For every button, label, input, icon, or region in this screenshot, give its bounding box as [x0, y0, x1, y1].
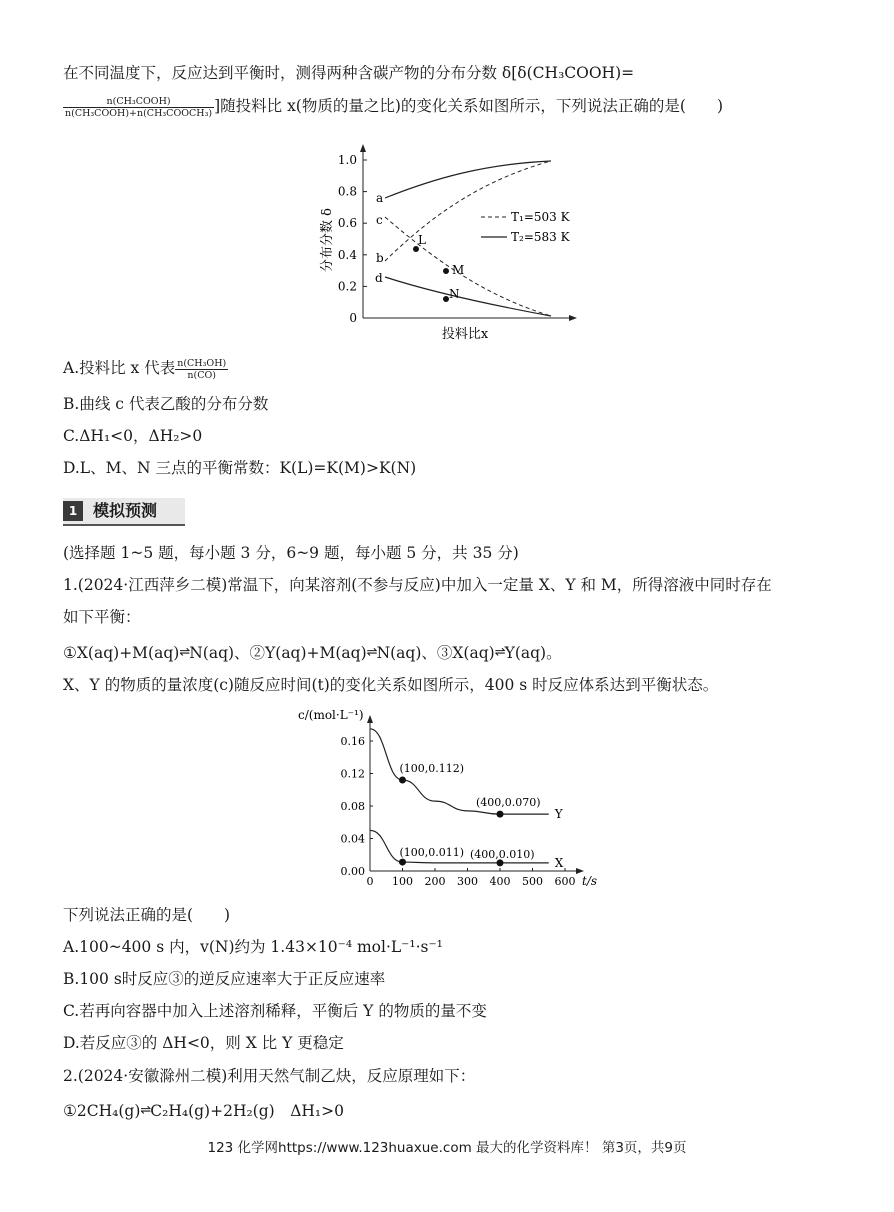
- curve-label-c: c: [376, 213, 383, 227]
- chart2-xtick-label: 0: [366, 875, 374, 888]
- chart1-ylabel: 分布分数 δ: [320, 208, 335, 272]
- equilibrium-arrow-icon: ⇌: [366, 645, 377, 660]
- chart1-ytick-label: 0.2: [337, 279, 357, 294]
- option-a-fraction: [175, 358, 228, 381]
- point-annotation: (400,0.010): [470, 847, 535, 861]
- chart1-ytick-label: 0.8: [337, 184, 357, 199]
- chart2-ytick-label: 0.00: [340, 865, 365, 878]
- q3-line1: 2.(2024·安徽滁州二模)利用天然气制乙炔，反应原理如下：: [63, 1067, 476, 1085]
- q2-option-d: D.若反应③的 ΔH<0，则 X 比 Y 更稳定: [63, 1034, 344, 1052]
- q1-option-b: B.曲线 c 代表乙酸的分布分数: [63, 395, 269, 413]
- legend-t1: T₁=503 K: [511, 210, 570, 224]
- marked-point: [497, 811, 504, 818]
- chart1-ytick-label: 0.6: [337, 216, 357, 231]
- q2-option-c: C.若再向容器中加入上述溶剂稀释，平衡后 Y 的物质的量不变: [63, 1002, 487, 1020]
- eq-1-left: ①X(aq)+M(aq): [63, 644, 180, 662]
- distribution-chart: [315, 140, 585, 345]
- curve-d: [385, 277, 551, 316]
- eq-2-left: N(aq)、②Y(aq)+M(aq): [189, 644, 367, 662]
- point-label-M: M: [452, 263, 465, 277]
- option-a-denominator: n(CO): [187, 369, 216, 381]
- chart2-ylabel: c/(mol·L⁻¹): [298, 708, 364, 722]
- q2-line1: 1.(2024·江西萍乡二模)常温下，向某溶剂(不参与反应)中加入一定量 X、Y 和 M，所得溶液中同时存在: [63, 576, 772, 594]
- option-a-numerator: n(CH₃OH): [177, 357, 227, 369]
- point-M: [443, 268, 449, 274]
- fraction: [63, 96, 214, 119]
- curve-a: [385, 161, 551, 198]
- legend-t2: T₂=583 K: [511, 230, 570, 244]
- curve-label-b: b: [376, 251, 384, 265]
- eq-3-left: N(aq)、③X(aq): [376, 644, 495, 662]
- chart2-xtick-label: 600: [554, 875, 576, 888]
- chart1-ytick-label: 0.4: [337, 247, 357, 262]
- chart1-ytick-label: 0: [349, 311, 357, 325]
- q1-option-c: C.ΔH₁<0，ΔH₂>0: [63, 427, 203, 445]
- chart2-xlabel: t/s: [582, 874, 598, 888]
- chart2-xtick-label: 500: [522, 875, 543, 888]
- question-intro-rest: ]随投料比 x(物质的量之比)的变化关系如图所示，下列说法正确的是( ): [214, 97, 724, 115]
- question-intro-line2: [63, 95, 723, 119]
- series-label-y: Y: [554, 807, 563, 822]
- chart2-xtick-label: 200: [424, 875, 446, 888]
- chart2-xtick-label: 100: [392, 875, 413, 888]
- curve-label-a: a: [376, 191, 384, 205]
- equilibrium-arrow-icon: ⇌: [494, 645, 505, 660]
- eq-3-right: Y(aq)。: [504, 644, 562, 662]
- chart2-ytick-label: 0.04: [340, 832, 365, 846]
- fraction-numerator: n(CH₃COOH): [63, 96, 214, 108]
- point-annotation: (400,0.070): [476, 796, 541, 810]
- q1-option-a: [63, 357, 228, 381]
- q3-eq-left: ①2CH₄(g): [63, 1102, 141, 1120]
- q2-equilibria: [63, 642, 562, 664]
- fraction-denominator: n(CH₃COOH)+n(CH₃COOCH₃): [65, 107, 213, 119]
- marked-point: [399, 859, 406, 866]
- chart2-ytick-label: 0.16: [340, 735, 365, 748]
- q2-line4: X、Y 的物质的量浓度(c)随反应时间(t)的变化关系如图所示，400 s 时反应体系达到平衡状态。: [63, 676, 719, 694]
- chart2-xtick-label: 400: [489, 875, 511, 888]
- q1-option-d: D.L、M、N 三点的平衡常数：K(L)=K(M)>K(N): [63, 459, 417, 477]
- q2-line2: 如下平衡：: [63, 608, 141, 626]
- score-note: (选择题 1~5 题，每小题 3 分，6~9 题，每小题 5 分，共 35 分): [63, 544, 519, 562]
- chart2-ytick-label: 0.08: [340, 800, 365, 813]
- equilibrium-arrow-icon: ⇌: [179, 645, 190, 660]
- section-title: 模拟预测: [93, 501, 158, 520]
- chart1-ytick-label: 1.0: [337, 153, 357, 167]
- point-annotation: (100,0.112): [399, 762, 465, 775]
- point-label-N: N: [449, 287, 460, 301]
- page-footer: 123 化学网https://www.123huaxue.com 最大的化学资料库！ 第3页，共9页: [207, 1140, 687, 1156]
- series-label-x: X: [554, 855, 564, 870]
- point-annotation: (100,0.011): [399, 846, 465, 860]
- equilibrium-arrow-icon: ⇌: [140, 1103, 151, 1118]
- curve-label-d: d: [375, 271, 383, 285]
- q2-option-a: A.100~400 s 内，v(N)约为 1.43×10⁻⁴ mol·L⁻¹·s⁻¹: [63, 938, 443, 956]
- marked-point: [399, 777, 406, 784]
- chart2-ytick-label: 0.12: [340, 767, 365, 781]
- section-badge: 1: [63, 501, 83, 521]
- q2-option-b: B.100 s时反应③的逆反应速率大于正反应速率: [63, 970, 386, 988]
- chart1-xlabel: 投料比x: [441, 327, 489, 342]
- q2-prompt: 下列说法正确的是( ): [63, 906, 231, 924]
- question-intro-line1: 在不同温度下，反应达到平衡时，测得两种含碳产物的分布分数 δ[δ(CH₃COOH)=: [63, 64, 635, 82]
- concentration-chart: [295, 700, 605, 895]
- q3-equation: [63, 1100, 344, 1122]
- chart2-xtick-label: 300: [457, 875, 478, 888]
- section-header: [63, 498, 185, 526]
- q3-eq-right: C₂H₄(g)+2H₂(g) ΔH₁>0: [150, 1102, 344, 1120]
- point-label-L: L: [418, 233, 426, 247]
- option-a-text: A.投料比 x 代表: [63, 359, 176, 377]
